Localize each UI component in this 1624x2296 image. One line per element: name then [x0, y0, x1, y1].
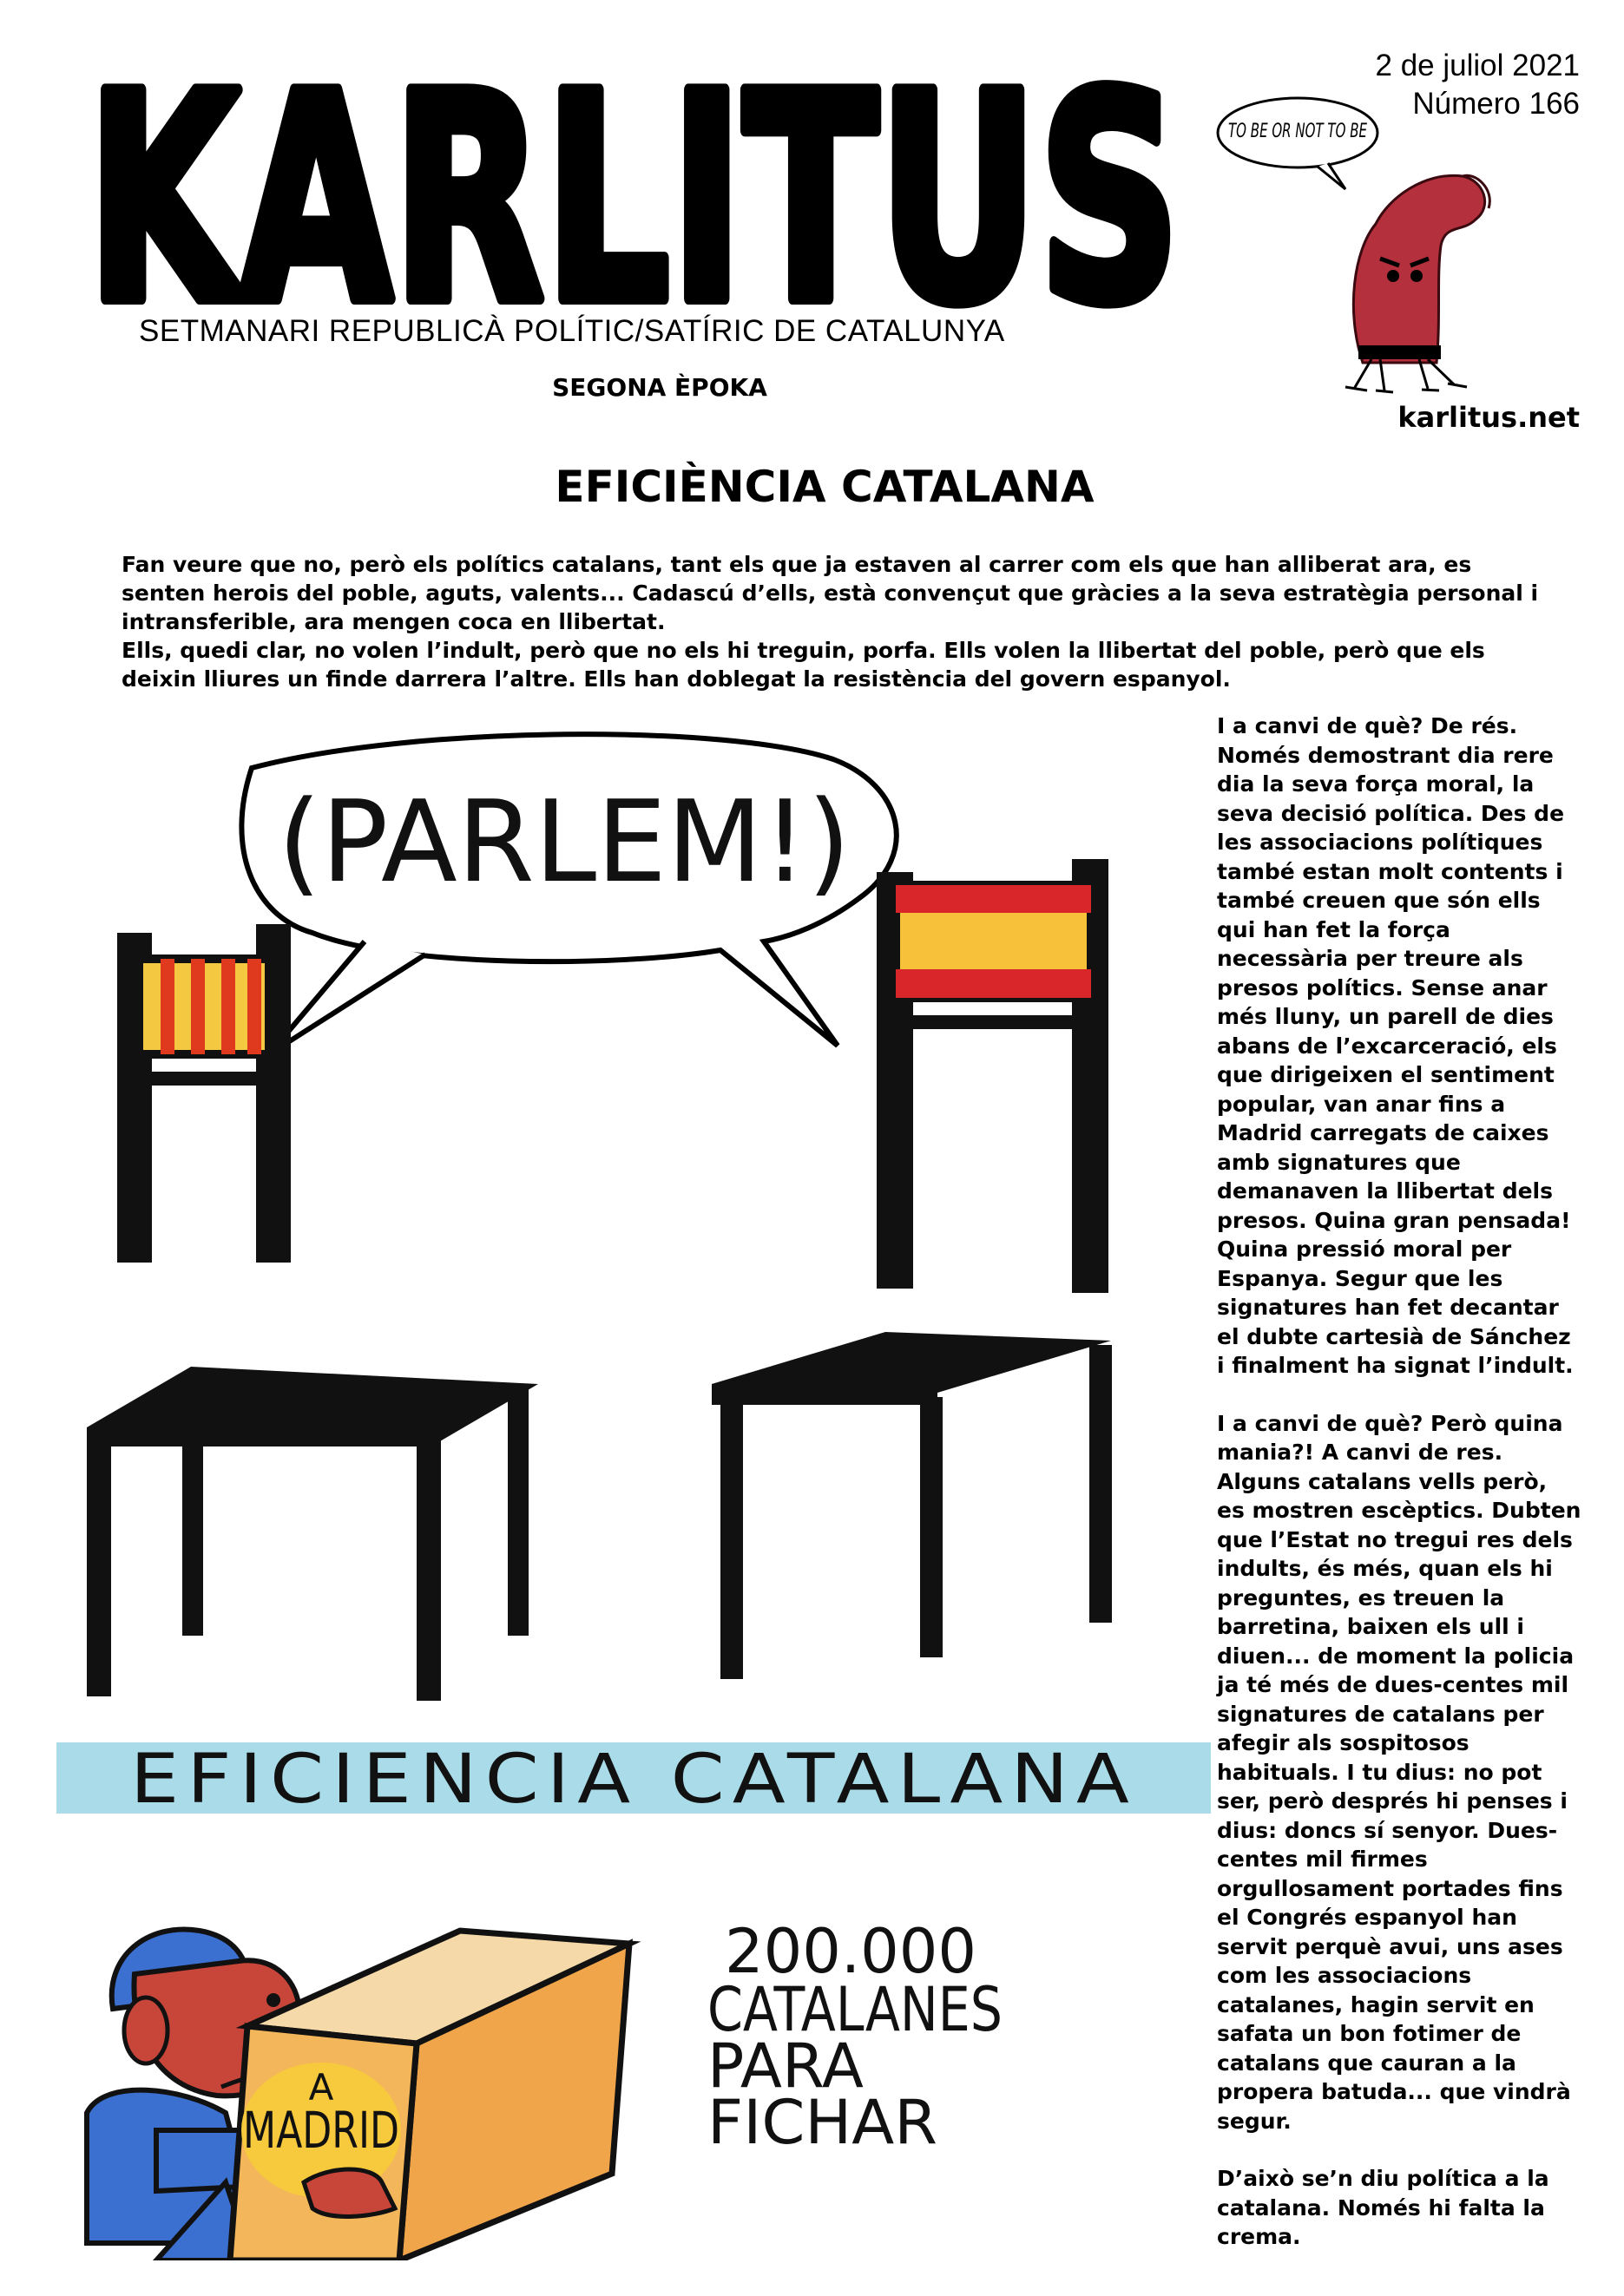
parlem-text: (PARLEM!) [278, 776, 851, 908]
box-label-madrid: MADRID [243, 2101, 399, 2160]
article-column [1217, 712, 1581, 2280]
masthead-subtitle: SETMANARI REPUBLICÀ POLÍTIC/SATÍRIC DE CATALUNYA [139, 314, 1005, 348]
masthead-epoca: SEGONA ÈPOKA [552, 373, 767, 402]
article-headline: EFICIÈNCIA CATALANA [555, 462, 1095, 512]
cartoon-illustration [52, 707, 1215, 2260]
issue-number: Número 166 [1412, 87, 1580, 121]
article-intro [122, 550, 1545, 693]
caption-line: PARA [707, 2030, 865, 2102]
column-paragraph: D’això se’n diu política a la catalana. Només hi falta la crema. [1217, 2166, 1549, 2249]
column-paragraph: I a canvi de què? De rés. Només demostrant dia rere dia la seva força moral, la seva decisió política. Des de les associacions polítiques també estan molt contents i també creuen que són ells qui han fet la força necessària per treure als presos polítics. Sense anar més lluny, un parell de dies abans de l’excarceració, els que dirigeixen el sentiment popular, van anar fins a Madrid carregats de caixes amb signatures que demanaven la llibertat dels presos. Quina gran pensada! Quina pressió moral per Espanya. Segur que les signatures han fet decantar el dubte cartesià de Sánchez i finalment ha signat l’indult. [1217, 713, 1574, 1378]
catalan-chair [87, 924, 538, 1701]
intro-paragraph: Fan veure que no, però els polítics catalans, tant els que ja estaven al carrer com els que han alliberat ara, es senten herois del poble, aguts, valents... Cadascú d’ells, està convençut que gràcies a la seva estratègia personal i intransferible, ara mengen coca en llibertat. [122, 552, 1539, 634]
parlem-speech-bubble [241, 734, 896, 1054]
column-paragraph: I a canvi de què? Però quina mania?! A canvi de res. Alguns catalans vells però, es mostren escèptics. Dubten que l’Estat no tregui res dels indults, és més, quan els hi preguntes, es treuen la barretina, baixen els ull i diuen... de moment la policia ja té més de dues-centes mil signatures de catalans per afegir als sospitosos habituals. I tu dius: no pot ser, però després hi penses i dius: doncs sí senyor. Dues-centes mil firmes orgullosament portades fins el Congrés espanyol han servit perquè avui, uns ases com les associacions catalanes, hagin servit en safata un bon fotimer de catalans que cauran a la propera batuda... que vindrà segur. [1217, 1410, 1581, 2134]
website-link[interactable]: karlitus.net [1397, 401, 1580, 434]
masthead-title: KARLITUS [87, 50, 1180, 328]
caption-line: 200.000 [725, 1916, 976, 1987]
mascot-speech-bubble [1218, 98, 1377, 189]
cartoon-caption [707, 1916, 1003, 2158]
caption-line: FICHAR [707, 2087, 937, 2158]
mascot-figure [1345, 175, 1489, 392]
banner-text: EFICIENCIA CATALANA [130, 1741, 1137, 1819]
caption-line: CATALANES [707, 1974, 1003, 2045]
issue-date: 2 de juliol 2021 [1375, 49, 1580, 82]
mascot-illustration [1215, 94, 1510, 397]
mascot-speech-text: TO BE OR NOT TO BE [1228, 121, 1368, 142]
box-label-a: A [308, 2066, 334, 2109]
intro-paragraph: Ells, quedi clar, no volen l’indult, però que no els hi treguin, porfa. Ells volen la llibertat del poble, però que els deixin lliures un finde darrera l’altre. Ells han doblegat la resistència del govern espanyol. [122, 638, 1485, 692]
masthead-logo [87, 50, 1180, 328]
eficiencia-banner [56, 1741, 1211, 1819]
